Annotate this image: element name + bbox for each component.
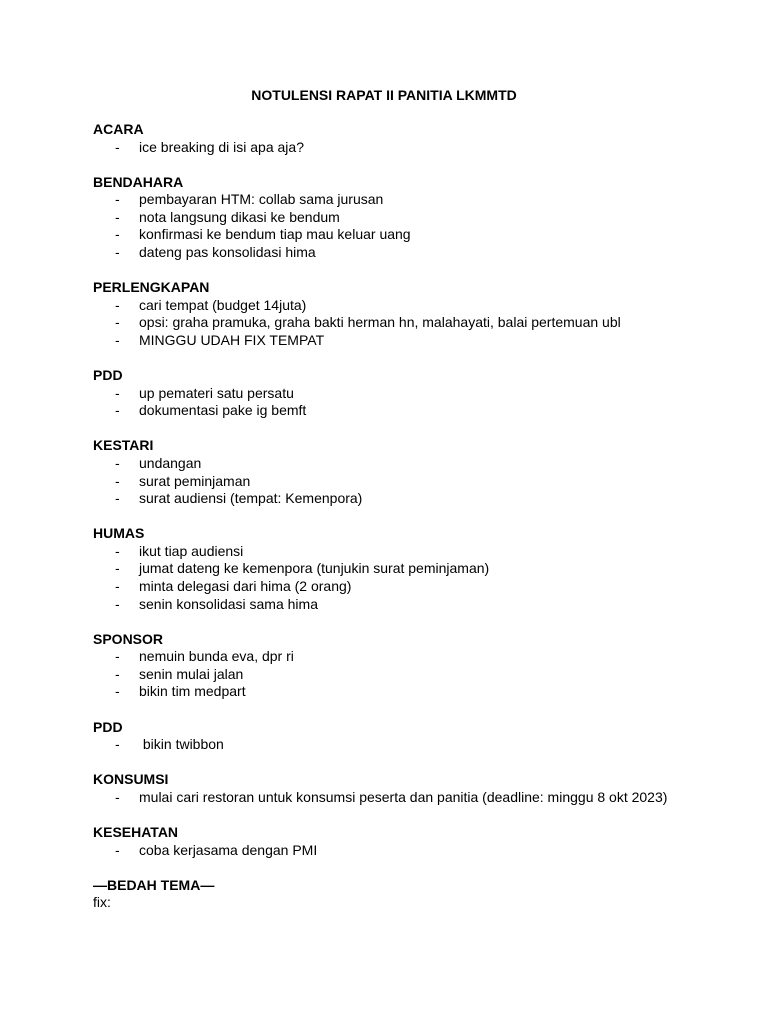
list-item-text: pembayaran HTM: collab sama jurusan — [139, 191, 384, 208]
dash-bullet: - — [115, 683, 120, 700]
dash-bullet: - — [115, 560, 120, 577]
list-item — [93, 543, 733, 561]
section-kesehatan — [93, 824, 733, 859]
list-item — [93, 332, 733, 350]
section-list — [93, 543, 733, 613]
section-list — [93, 297, 733, 350]
list-item — [93, 648, 733, 666]
dash-bullet: - — [115, 138, 120, 155]
section-heading: ACARA — [93, 121, 144, 137]
section-list — [93, 139, 733, 157]
list-item — [93, 666, 733, 684]
dash-bullet: - — [115, 244, 120, 261]
list-item-text: coba kerjasama dengan PMI — [139, 841, 318, 858]
section-heading: KONSUMSI — [93, 771, 169, 788]
list-item — [93, 560, 733, 578]
section-list — [93, 385, 733, 420]
section-list — [93, 455, 733, 508]
dash-bullet: - — [115, 542, 120, 559]
dash-bullet: - — [115, 577, 120, 594]
section-list — [93, 648, 733, 701]
list-item — [93, 191, 733, 209]
fix-label: fix: — [93, 894, 111, 911]
list-item — [93, 297, 733, 315]
list-item-text: surat peminjaman — [139, 472, 251, 489]
section-heading: BENDAHARA — [93, 173, 184, 190]
section-kestari — [93, 437, 733, 507]
list-item-text: dateng pas konsolidasi hima — [139, 244, 316, 261]
section-list — [93, 191, 733, 261]
footer-section — [93, 877, 733, 912]
dash-bullet: - — [115, 595, 120, 612]
list-item — [93, 736, 733, 754]
section-heading: PERLENGKAPAN — [93, 279, 210, 296]
section-list — [93, 842, 733, 860]
section-list — [93, 789, 733, 807]
list-item-text: mulai cari restoran untuk konsumsi peserta dan panitia (deadline: minggu 8 okt 2023) — [139, 788, 668, 805]
dash-bullet: - — [115, 841, 120, 858]
dash-bullet: - — [115, 226, 120, 243]
list-item — [93, 314, 733, 332]
list-item-text: konfirmasi ke bendum tiap mau keluar uang — [139, 226, 411, 243]
list-item-text: jumat dateng ke kemenpora (tunjukin surat peminjaman) — [139, 560, 490, 577]
list-item-text: nemuin bunda eva, dpr ri — [139, 648, 294, 665]
list-item — [93, 683, 733, 701]
list-item-text: dokumentasi pake ig bemft — [139, 402, 307, 419]
sections-container — [93, 121, 733, 859]
dash-bullet: - — [115, 296, 120, 313]
list-item-text: senin konsolidasi sama hima — [139, 595, 318, 612]
document-content — [93, 121, 733, 912]
list-item — [93, 226, 733, 244]
section-list — [93, 736, 733, 754]
section-heading: PDD — [93, 718, 123, 735]
section-heading: KESEHATAN — [93, 823, 179, 840]
list-item — [93, 455, 733, 473]
bedah-tema-heading: —BEDAH TEMA— — [93, 876, 215, 893]
dash-bullet: - — [115, 314, 120, 331]
section-konsumsi — [93, 771, 733, 806]
list-item-text: surat audiensi (tempat: Kemenpora) — [139, 490, 363, 507]
dash-bullet: - — [115, 331, 120, 348]
section-heading: PDD — [93, 367, 123, 384]
section-acara — [93, 121, 733, 156]
section-pdd — [93, 719, 733, 754]
dash-bullet: - — [115, 454, 120, 471]
dash-bullet: - — [115, 402, 120, 419]
dash-bullet: - — [115, 490, 120, 507]
list-item — [93, 244, 733, 262]
section-heading: HUMAS — [93, 525, 145, 542]
dash-bullet: - — [115, 384, 120, 401]
list-item-text: undangan — [139, 454, 202, 471]
list-item-text: up pemateri satu persatu — [139, 384, 294, 401]
section-pdd — [93, 367, 733, 420]
dash-bullet: - — [115, 648, 120, 665]
section-perlengkapan — [93, 279, 733, 349]
section-heading: SPONSOR — [93, 630, 164, 647]
dash-bullet: - — [115, 191, 120, 208]
dash-bullet: - — [115, 788, 120, 805]
list-item-text: bikin twibbon — [139, 736, 224, 753]
list-item — [93, 789, 733, 807]
list-item — [93, 402, 733, 420]
section-bendahara — [93, 174, 733, 262]
list-item — [93, 385, 733, 403]
list-item-text: senin mulai jalan — [139, 665, 244, 682]
list-item-text: nota langsung dikasi ke bendum — [139, 208, 340, 225]
list-item-text: ikut tiap audiensi — [139, 542, 244, 559]
dash-bullet: - — [115, 665, 120, 682]
section-humas — [93, 525, 733, 613]
list-item-text: ice breaking di isi apa aja? — [139, 138, 304, 155]
document-title: NOTULENSI RAPAT II PANITIA LKMMTD — [251, 87, 517, 103]
list-item — [93, 209, 733, 227]
list-item-text: cari tempat (budget 14juta) — [139, 296, 307, 313]
dash-bullet: - — [115, 472, 120, 489]
list-item-text: opsi: graha pramuka, graha bakti herman hn, malahayati, balai pertemuan ubl — [139, 314, 621, 331]
section-heading: KESTARI — [93, 437, 154, 454]
list-item — [93, 578, 733, 596]
list-item — [93, 490, 733, 508]
dash-bullet: - — [115, 208, 120, 225]
list-item — [93, 473, 733, 491]
section-sponsor — [93, 631, 733, 701]
list-item-text: bikin tim medpart — [139, 683, 246, 700]
list-item — [93, 842, 733, 860]
list-item — [93, 596, 733, 614]
list-item — [93, 139, 733, 157]
dash-bullet: - — [115, 736, 120, 753]
list-item-text: MINGGU UDAH FIX TEMPAT — [139, 331, 325, 348]
list-item-text: minta delegasi dari hima (2 orang) — [139, 577, 352, 594]
